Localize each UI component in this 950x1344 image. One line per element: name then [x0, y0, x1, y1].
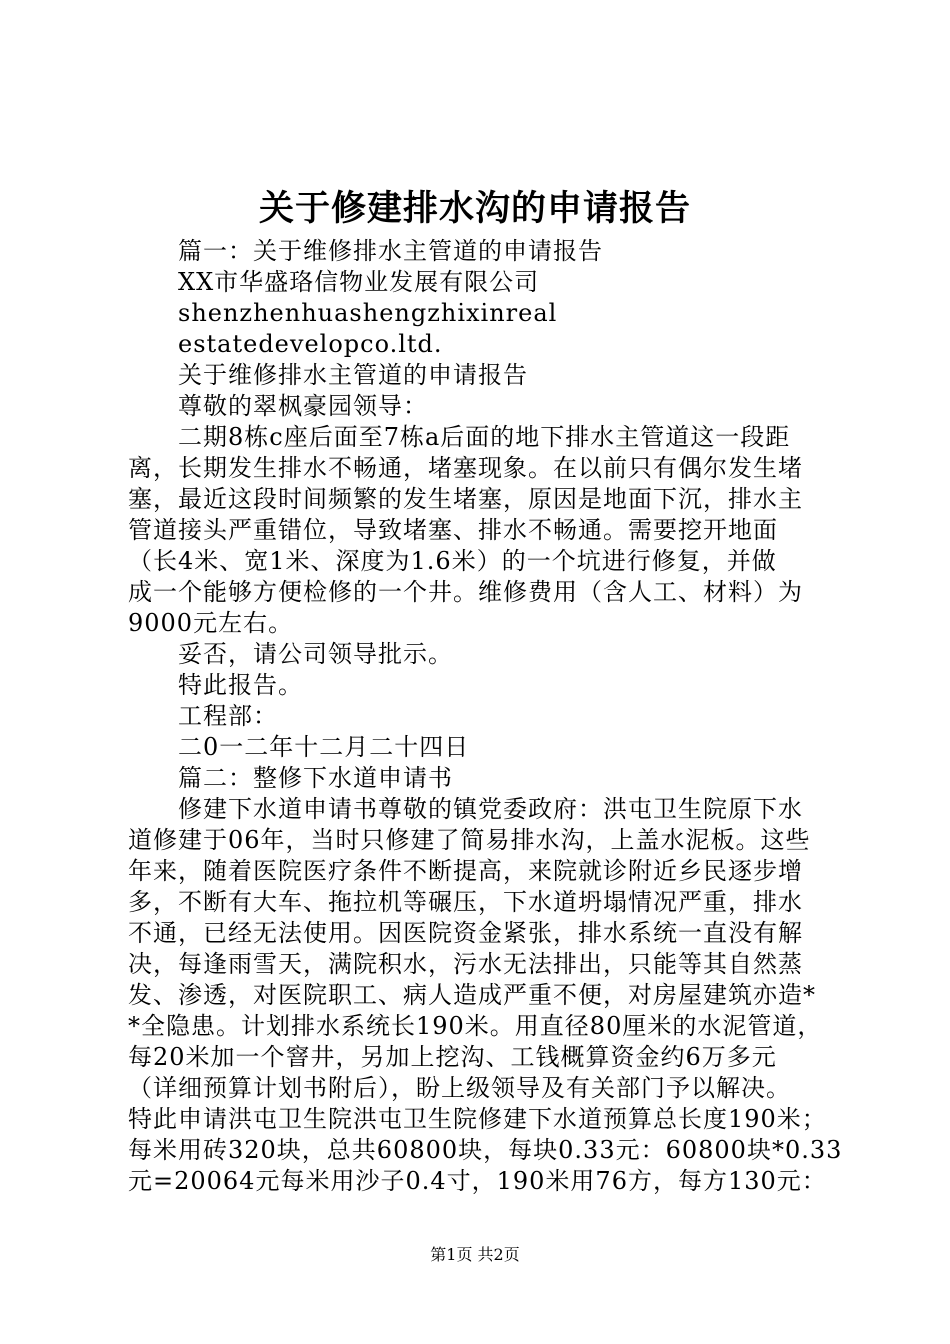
text-line: 决，每逢雨雪天，满院积水，污水无法排出，只能等其自然蒸 — [128, 950, 803, 978]
document-title: 关于修建排水沟的申请报告 — [258, 188, 691, 229]
text-line: 塞，最近这段时间频繁的发生堵塞，原因是地面下沉，排水主 — [128, 485, 803, 513]
text-line: 道修建于06年，当时只修建了简易排水沟，上盖水泥板。这些 — [128, 826, 811, 854]
text-line: 二期8栋c座后面至7栋a后面的地下排水主管道这一段距 — [178, 423, 791, 451]
text-line: 成一个能够方便检修的一个井。维修费用（含人工、材料）为 — [128, 578, 803, 606]
text-line: 修建下水道申请书尊敬的镇党委政府：洪屯卫生院原下水 — [178, 795, 803, 823]
page-footer: 第1页 共2页 — [430, 1245, 520, 1264]
text-line: 篇二：整修下水道申请书 — [178, 764, 453, 792]
text-line: 特此申请洪屯卫生院洪屯卫生院修建下水道预算总长度190米； — [128, 1105, 827, 1133]
text-line: （详细预算计划书附后），盼上级领导及有关部门予以解决。 — [128, 1074, 791, 1102]
text-line: （长4米、宽1米、深度为1.6米）的一个坑进行修复，并做 — [128, 547, 777, 575]
text-line: shenzhenhuashengzhixinreal — [178, 299, 558, 327]
text-line: *全隐患。计划排水系统长190米。用直径80厘米的水泥管道， — [128, 1012, 823, 1040]
text-line: 元=20064元每米用沙子0.4寸，190米用76方，每方130元： — [128, 1167, 827, 1195]
text-line: 多，不断有大车、拖拉机等碾压，下水道坍塌情况严重，排水 — [128, 888, 803, 916]
text-line: 年来，随着医院医疗条件不断提高，来院就诊附近乡民逐步增 — [128, 857, 803, 885]
text-line: 9000元左右。 — [128, 609, 294, 637]
text-line: 管道接头严重错位，导致堵塞、排水不畅通。需要挖开地面 — [128, 516, 778, 544]
text-line: 离，长期发生排水不畅通，堵塞现象。在以前只有偶尔发生堵 — [128, 454, 803, 482]
text-line: 每20米加一个窨井，另加上挖沟、工钱概算资金约6万多元 — [128, 1043, 777, 1071]
text-line: 工程部： — [178, 702, 278, 730]
text-line: 妥否，请公司领导批示。 — [178, 640, 453, 668]
text-line: 特此报告。 — [178, 671, 303, 699]
text-line: 不通，已经无法使用。因医院资金紧张，排水系统一直没有解 — [128, 919, 803, 947]
text-line: 发、渗透，对医院职工、病人造成严重不便，对房屋建筑亦造* — [128, 981, 816, 1009]
text-line: 每米用砖320块，总共60800块，每块0.33元：60800块*0.33 — [128, 1136, 843, 1164]
text-line: 篇一：关于维修排水主管道的申请报告 — [178, 237, 603, 265]
text-line: 二0一二年十二月二十四日 — [178, 733, 470, 761]
text-line: 关于维修排水主管道的申请报告 — [178, 361, 528, 389]
text-line: XX市华盛珞信物业发展有限公司 — [178, 268, 540, 296]
document-body — [128, 236, 843, 1197]
text-line: estatedevelopco.ltd. — [178, 330, 443, 358]
text-line: 尊敬的翠枫豪园领导： — [178, 392, 428, 420]
